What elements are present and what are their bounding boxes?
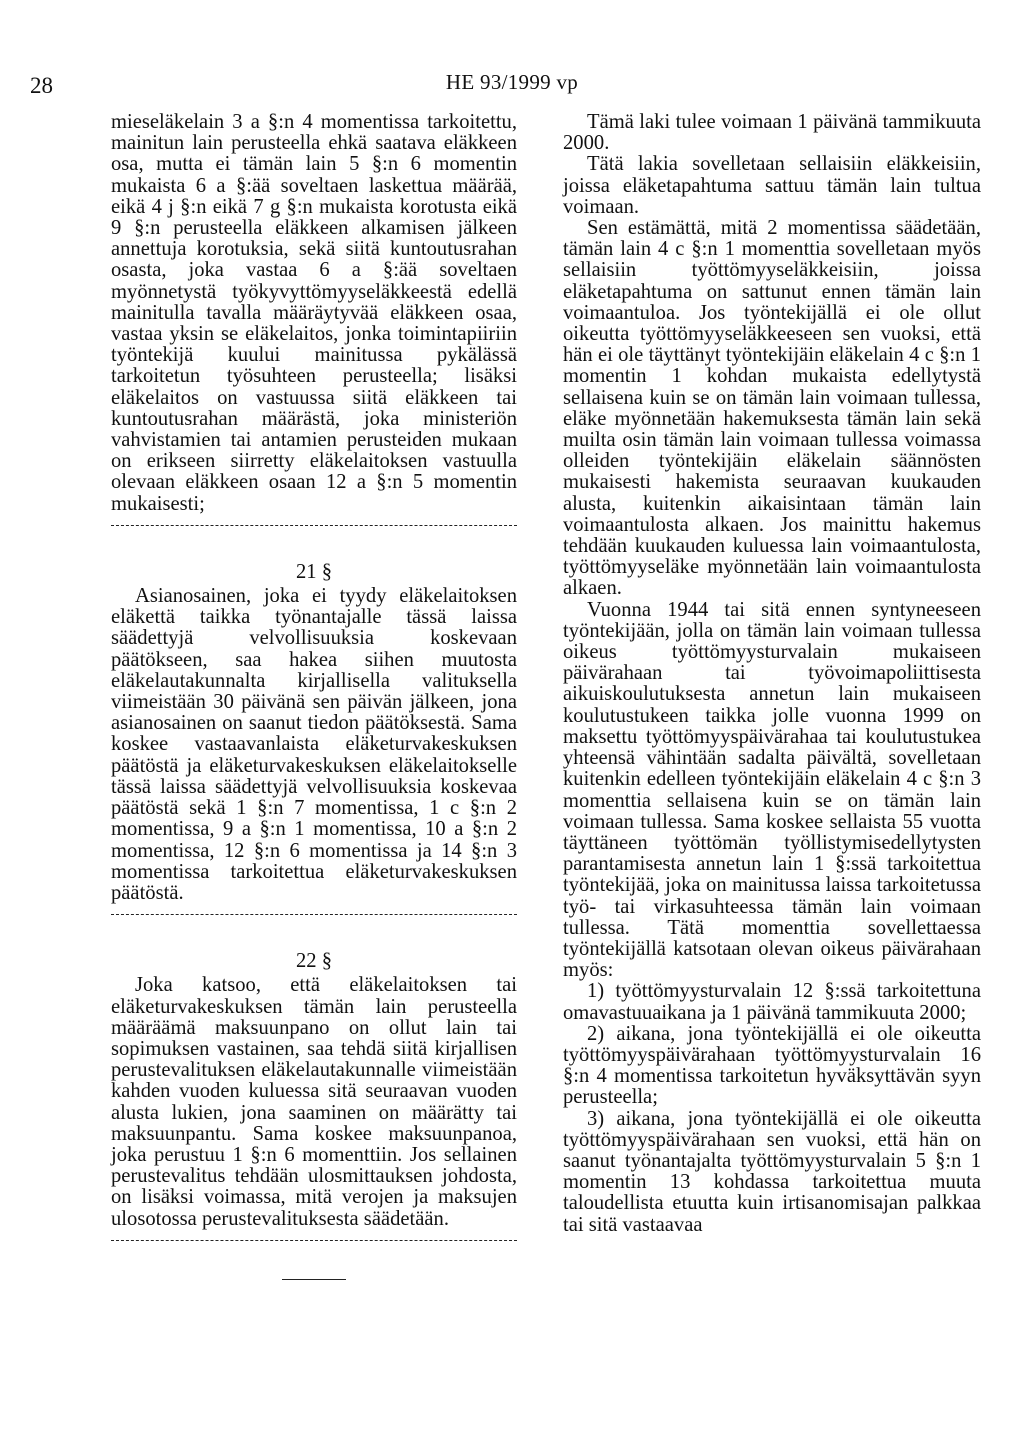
paragraph: Tätä lakia sovelletaan sellaisiin eläkkeisiin, joissa eläketapahtuma sattuu tämän lain tultua voimaan.: [563, 153, 981, 218]
paragraph: Asianosainen, joka ei tyydy eläkelaitoksen eläkettä taikka työnantajalle tässä laissa säädettyjä velvollisuuksia koskevaan päätökseen, saa hakea siihen muutosta eläkelautakunnalta kirjallisella valituksella viimeistään 30 päivänä sen päivän jälkeen, jona asianosainen on saanut tiedon päätöksestä. Sama koskee vastaavanlaista eläketurvakeskuksen päätöstä ja eläketurvakeskuksen eläkelaitokselle tässä laissa säädettyjä velvollisuuksia koskevaa päätöstä sekä 1 §:n 7 momentissa, 1 c §:n 2 momentissa, 9 a §:n 1 momentissa, 10 a §:n 2 momentissa, 12 §:n 6 momentissa ja 14 §:n 3 momentissa tarkoitettua eläketurvakeskuksen päätöstä.: [111, 585, 517, 904]
section-heading-21: 21 §: [295, 560, 333, 583]
end-rule: [282, 1279, 346, 1280]
list-item: 2) aikana, jona työntekijällä ei ole oikeutta työttömyyspäivärahaan työttömyysturvalain 16 §:n 4 momentissa tarkoitetun hyväksyttävän syyn perusteella;: [563, 1022, 981, 1109]
paragraph: Sen estämättä, mitä 2 momentissa säädetään, tämän lain 4 c §:n 1 momenttia sovelletaan myös sellaisiin työttömyyseläkkeisiin, joissa eläketapahtuma on sattunut ennen tämän lain voimaantuloa. Jos työntekijällä ei ole ollut oikeutta työttömyyseläkkeeseen sen vuoksi, että hän ei ole täyttänyt työntekijäin eläkelain 4 c §:n 1 momentin 1 kohdan mukaista edellytystä sellaisena kuin se on tämän lain voimaan tullessa, eläke myönnetään hakemuksesta tämän lain sekä muilta osin tämän lain voimaan tullessa voimassa olleiden työntekijäin eläkelain säännösten mukaisesti hakemista seuraavan kuukauden alusta, kuitenkin aikaisintaan tämän lain voimaantulosta alkaen. Jos mainittu hakemus tehdään kuukauden kuluessa lain voimaantulosta, työttömyyseläke myönnetään lain voimaantulosta alkaen.: [563, 217, 981, 600]
section-heading-22: 22 §: [295, 950, 333, 973]
page-number: 28: [30, 73, 53, 98]
dashed-separator: [111, 1240, 517, 1257]
left-column: [111, 112, 517, 1280]
paragraph: Joka katsoo, että eläkelaitoksen tai eläketurvakeskuksen tämän lain perusteella määräämä maksuunpano on ollut lain tai sopimuksen vastainen, saa tehdä siitä kirjallisen perustevalituksen eläkelautakunnalle viimeistään kahden vuoden kuluessa sitä seuraavan vuoden alusta lukien, jona saaminen on määrätty tai maksuunpantu. Sama koskee maksuunpanoa, joka perustuu 1 §:n 6 momenttiin. Jos sellainen perustevalitus tehdään ulosmittauksen johdosta, on lisäksi voimassa, mitä verojen ja maksujen ulosotossa perustevalituksesta säädetään.: [111, 974, 517, 1230]
paragraph: Tämä laki tulee voimaan 1 päivänä tammikuuta 2000.: [563, 111, 981, 155]
right-column: [563, 112, 981, 1236]
paragraph: Vuonna 1944 tai sitä ennen syntyneeseen työntekijään, jolla on tämän lain voimaan tullessa oikeus työttömyysturvalain mukaiseen päivärahaan tai työvoimapoliittisesta aikuiskoulutuksesta annetun lain mukaiseen koulutustukeen taikka jolle vuonna 1999 on maksettu työttömyyspäivärahaa tai koulutustukea yhteensä vähintään sadalta päivältä, sovelletaan kuitenkin edelleen työntekijäin eläkelain 4 c §:n 3 momenttia sellaisena kuin se on tämän lain voimaan tullessa. Sama koskee sellaista 55 vuotta täyttäneen työttömän työllistymisedellytysten parantamisesta annetun lain 1 §:ssä tarkoitettua työntekijää, joka on mainitussa laissa tarkoitetussa työ- tai virkasuhteessa tämän lain voimaan tullessa. Tätä momenttia sovellettaessa työntekijällä katsotaan olevan oikeus päivärahaan myös:: [563, 598, 981, 982]
dashed-separator: [111, 525, 517, 542]
paragraph: mieseläkelain 3 a §:n 4 momentissa tarkoitettu, mainitun lain perusteella ehkä saatava eläkkeen osa, mutta ei tämän lain 5 §:n 6 momentin mukaista 6 a §:ää soveltaen laskettua määrää, eikä 4 j §:n eikä 7 g §:n mukaista korotusta eikä 9 §:n perusteella eläkkeen alkamisen jälkeen annettuja korotuksia, sekä siitä kuntoutusrahan osasta, joka vastaa 6 a §:ää soveltaen myönnetystä työkyvyttömyyseläkkeestä edellä mainitulla tavalla määräytyvää eläkkeen osaa, vastaa yksin se eläkelaitos, jonka toimintapiiriin työntekijä kuului mainitussa pykälässä tarkoitetun työsuhteen perusteella; lisäksi eläkelaitos on vastuussa siitä eläkkeen tai kuntoutusrahan määrästä, joka ministeriön vahvistamien tai antamien perusteiden mukaan on erikseen siirretty eläkelaitoksen vastuulla olevaan eläkkeen osaan 12 a §:n 5 momentin mukaisesti;: [111, 111, 517, 515]
dashed-separator: [111, 914, 517, 931]
running-title: HE 93/1999 vp: [445, 70, 579, 94]
list-item: 1) työttömyysturvalain 12 §:ssä tarkoitettuna omavastuuaikana ja 1 päivänä tammikuuta 2000;: [563, 980, 981, 1024]
list-item: 3) aikana, jona työntekijällä ei ole oikeutta työttömyyspäivärahaan sen vuoksi, että hän on saanut työnantajalta työttömyysturvalain 5 §:n 1 momentin 13 kohdassa tarkoitettua muuta taloudellista etuutta kuin irtisanomisajan palkkaa tai sitä vastaavaa: [563, 1107, 981, 1236]
